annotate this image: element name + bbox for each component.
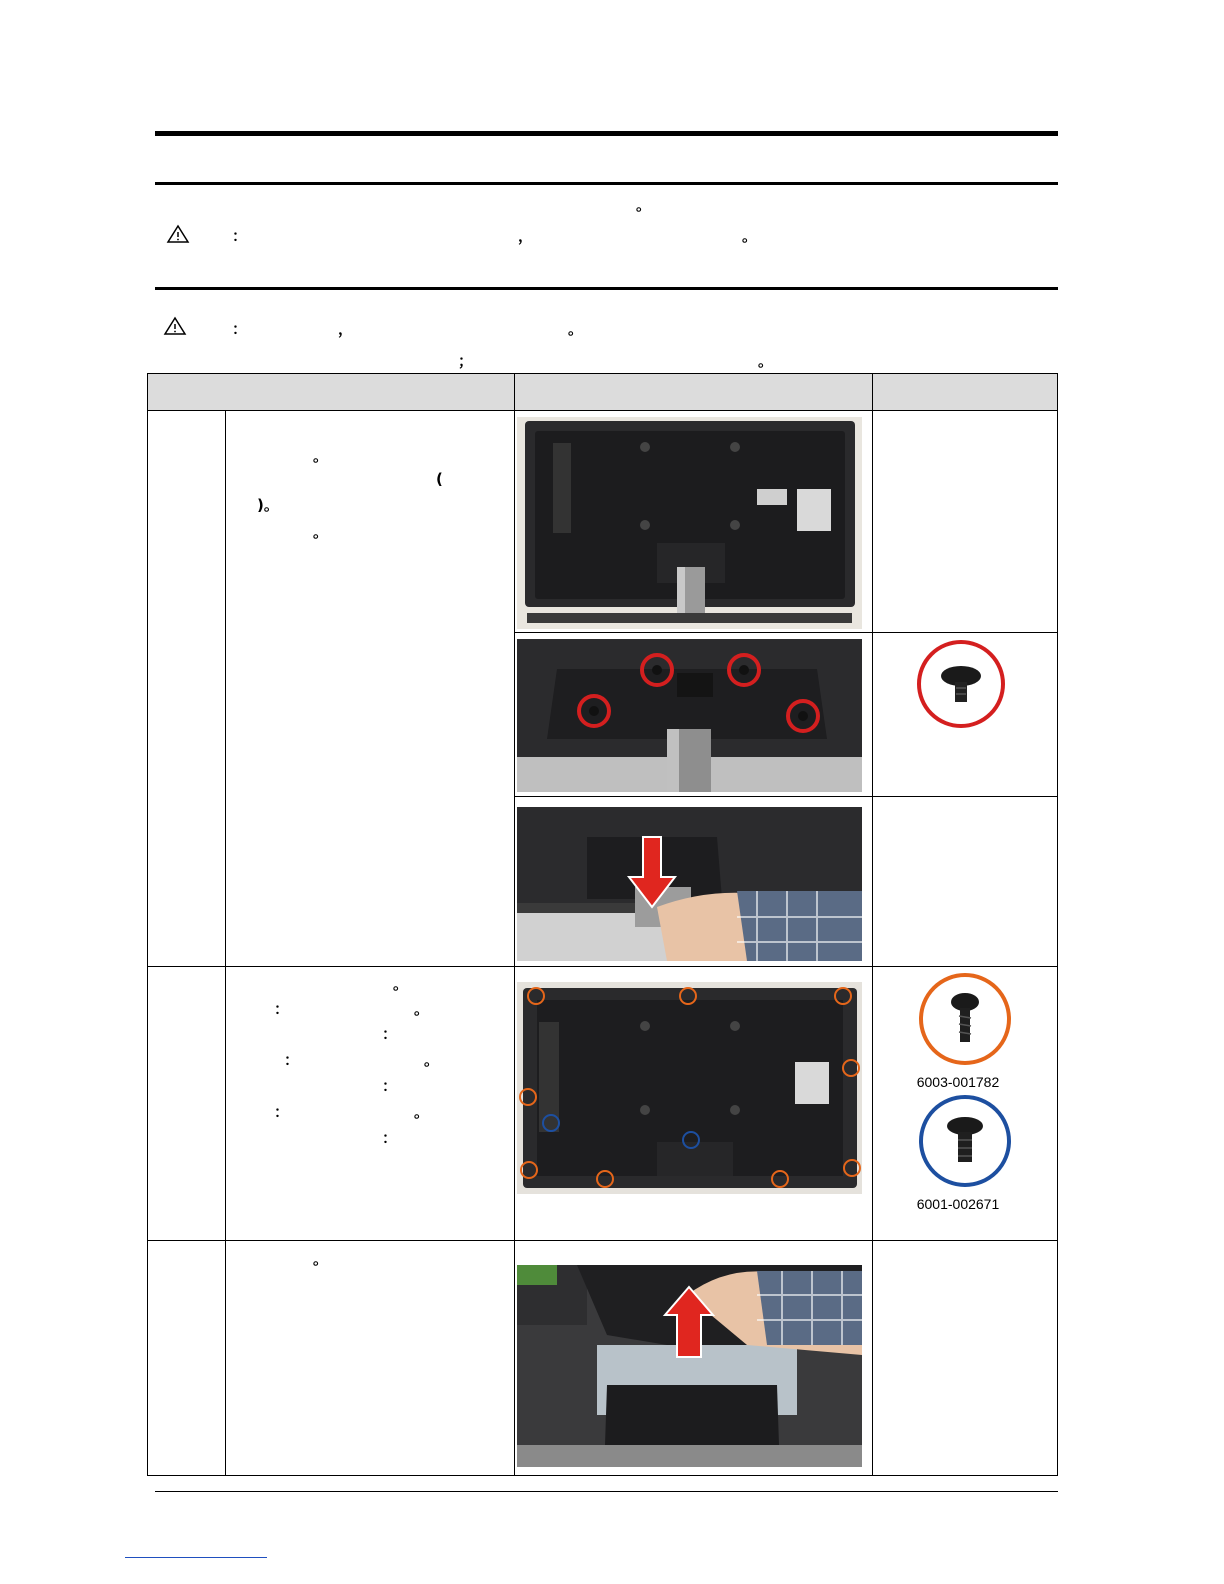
- footer-link-underline[interactable]: [125, 1557, 267, 1558]
- warning-1-period: 。: [742, 227, 758, 245]
- footer-rule: [155, 1491, 1058, 1492]
- warning-2-colon: ：: [232, 320, 248, 338]
- photo-tv-rear: [517, 417, 862, 629]
- step2-line-6: 。: [424, 1051, 440, 1069]
- step2-line-10: ：: [382, 1129, 398, 1147]
- screw-orange-code: 6003-001782: [916, 1074, 1000, 1090]
- warning-2-comma: ，: [338, 320, 354, 338]
- photo-stand-screws: [517, 639, 862, 792]
- step2-line-2: ：: [274, 1000, 290, 1018]
- step2-line-1: 。: [393, 975, 409, 993]
- step2-line-8: ：: [274, 1103, 290, 1121]
- step3-line-1: 。: [313, 1250, 329, 1268]
- screw-icon: [916, 638, 1006, 734]
- screw-icon: [918, 1094, 1012, 1192]
- section-rule-2: [155, 287, 1058, 290]
- intro-period: 。: [636, 196, 652, 214]
- photo-lift-back-cover: [517, 1265, 862, 1467]
- step1-line-3: )。: [257, 496, 279, 514]
- step1-line-2: (: [436, 470, 443, 488]
- step1-line-4: 。: [313, 523, 329, 541]
- warning-icon: [166, 224, 190, 248]
- section-rule-1: [155, 182, 1058, 185]
- warning-2-period: 。: [568, 320, 584, 338]
- warning-1-colon: ：: [232, 227, 248, 245]
- step2-line-7: ：: [382, 1077, 398, 1095]
- top-rule: [155, 131, 1058, 136]
- photo-remove-stand: [517, 807, 862, 961]
- warning-1-comma: ，: [518, 227, 534, 245]
- screw-icon: [918, 972, 1012, 1070]
- table-header: [147, 373, 1058, 410]
- step2-line-3: 。: [414, 1000, 430, 1018]
- note-semicolon: ；: [458, 352, 474, 370]
- warning-icon: [163, 316, 187, 340]
- photo-back-cover-screws: [517, 982, 862, 1194]
- step2-line-5: ：: [284, 1051, 300, 1069]
- note-period: 。: [758, 352, 774, 370]
- step2-line-9: 。: [414, 1103, 430, 1121]
- screw-blue-code: 6001-002671: [916, 1196, 1000, 1212]
- step2-line-4: ：: [382, 1025, 398, 1043]
- step1-line-1: 。: [313, 447, 329, 465]
